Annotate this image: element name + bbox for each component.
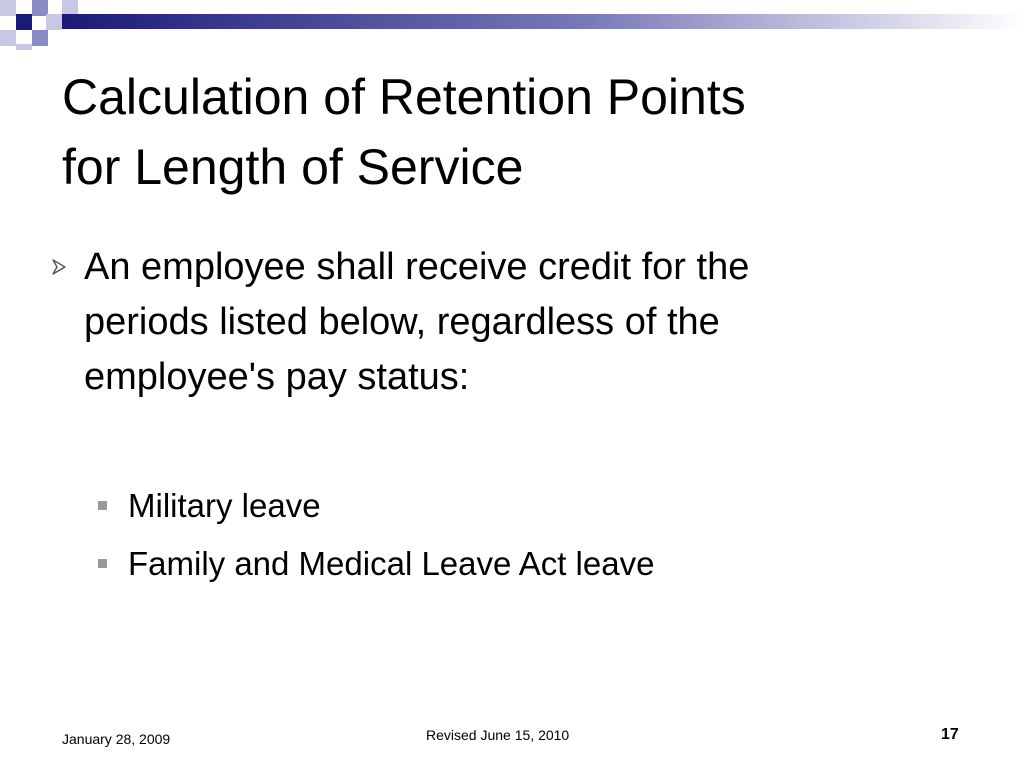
header-square (32, 0, 48, 16)
square-bullet-icon (98, 501, 107, 510)
header-gradient-bar (62, 14, 1024, 29)
slide-body (46, 240, 986, 593)
main-bullet-line-2: periods listed below, regardless of the (84, 301, 720, 343)
header-square (46, 14, 62, 30)
title-line-1: Calculation of Retention Points (62, 69, 746, 125)
page-number: 17 (941, 726, 959, 743)
footer-revised: Revised June 15, 2010 (426, 727, 570, 743)
header-square (16, 14, 32, 30)
header-square (0, 30, 16, 46)
sub-bullet-text: Family and Medical Leave Act leave (128, 545, 655, 582)
header-square (0, 0, 16, 16)
sub-bullet-item (98, 535, 986, 593)
main-bullet-line-3: employee's pay status: (84, 356, 470, 398)
header-square (32, 30, 48, 46)
sub-bullet-text: Military leave (128, 487, 321, 524)
main-bullet-line-1: An employee shall receive credit for the (84, 246, 750, 288)
slide-title (62, 62, 962, 202)
footer-date: January 28, 2009 (62, 731, 171, 747)
main-bullet (46, 240, 986, 405)
title-line-2: for Length of Service (62, 139, 524, 195)
arrow-bullet-icon (50, 258, 68, 276)
sub-bullet-item (98, 477, 986, 535)
header-square (62, 0, 78, 14)
header-square (16, 44, 32, 50)
header-decoration (0, 0, 1024, 50)
square-bullet-icon (98, 559, 107, 568)
sub-bullet-list (46, 477, 986, 593)
